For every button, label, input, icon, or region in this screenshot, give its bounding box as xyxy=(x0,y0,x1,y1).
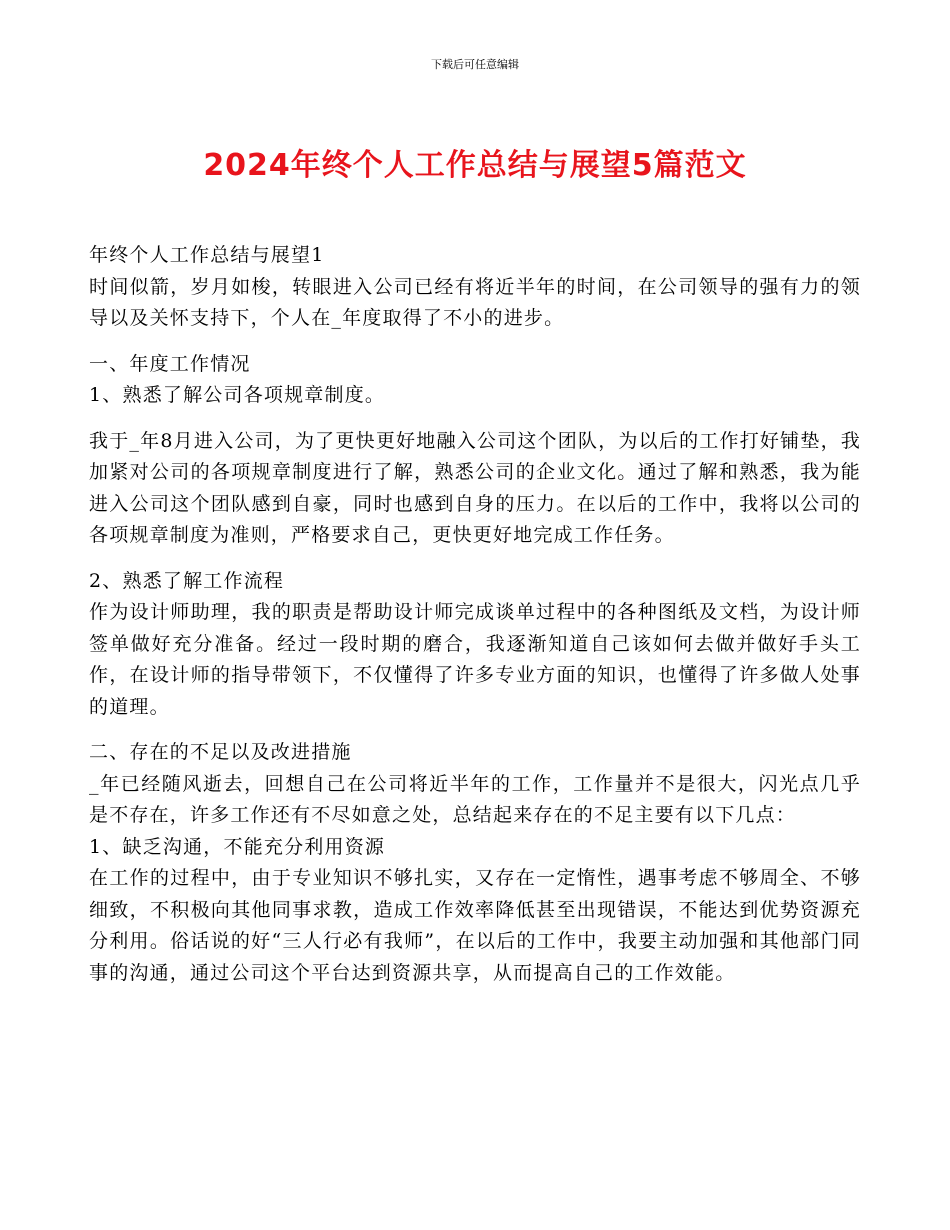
subsection-heading: 1、熟悉了解公司各项规章制度。 xyxy=(89,384,386,406)
subsection-heading: 2、熟悉了解工作流程 xyxy=(89,569,285,592)
document-body xyxy=(89,240,861,989)
page-title: 2024年终个人工作总结与展望5篇范文 xyxy=(203,148,747,183)
paragraph: _年已经随风逝去，回想自己在公司将近半年的工作，工作量并不是很大，闪光点几乎是不存在，许多工作还有不尽如意之处，总结起来存在的不足主要有以下几点： xyxy=(89,772,861,826)
paragraph: 我于_年8月进入公司，为了更快更好地融入公司这个团队，为以后的工作打好铺垫，我加紧对公司的各项规章制度进行了解，熟悉公司的企业文化。通过了解和熟悉，我为能进入公司这个团队感到自豪，同时也感到自身的压力。在以后的工作中，我将以公司的各项规章制度为准则，严格要求自己，更快更好地完成工作任务。 xyxy=(89,429,861,546)
paragraph: 时间似箭，岁月如梭，转眼进入公司已经有将近半年的时间，在公司领导的强有力的领导以及关怀支持下，个人在_年度取得了不小的进步。 xyxy=(89,275,861,329)
section-heading: 年终个人工作总结与展望1 xyxy=(89,244,325,266)
paragraph: 在工作的过程中，由于专业知识不够扎实，又存在一定惰性，遇事考虑不够周全、不够细致，不积极向其他同事求教，造成工作效率降低甚至出现错误，不能达到优势资源充分利用。俗话说的好“三人行必有我师”，在以后的工作中，我要主动加强和其他部门同事的沟通，通过公司这个平台达到资源共享，从而提高自己的工作效能。 xyxy=(89,867,861,984)
section-heading: 二、存在的不足以及改进措施 xyxy=(89,741,352,763)
paragraph: 作为设计师助理，我的职责是帮助设计师完成谈单过程中的各种图纸及文档，为设计师签单做好充分准备。经过一段时期的磨合，我逐渐知道自己该如何去做并做好手头工作，在设计师的指导带领下，不仅懂得了许多专业方面的知识，也懂得了许多做人处事的道理。 xyxy=(89,601,861,718)
header-note: 下载后可任意编辑 xyxy=(431,58,519,71)
subsection-heading: 1、缺乏沟通，不能充分利用资源 xyxy=(89,835,386,858)
section-heading: 一、年度工作情况 xyxy=(89,352,251,375)
